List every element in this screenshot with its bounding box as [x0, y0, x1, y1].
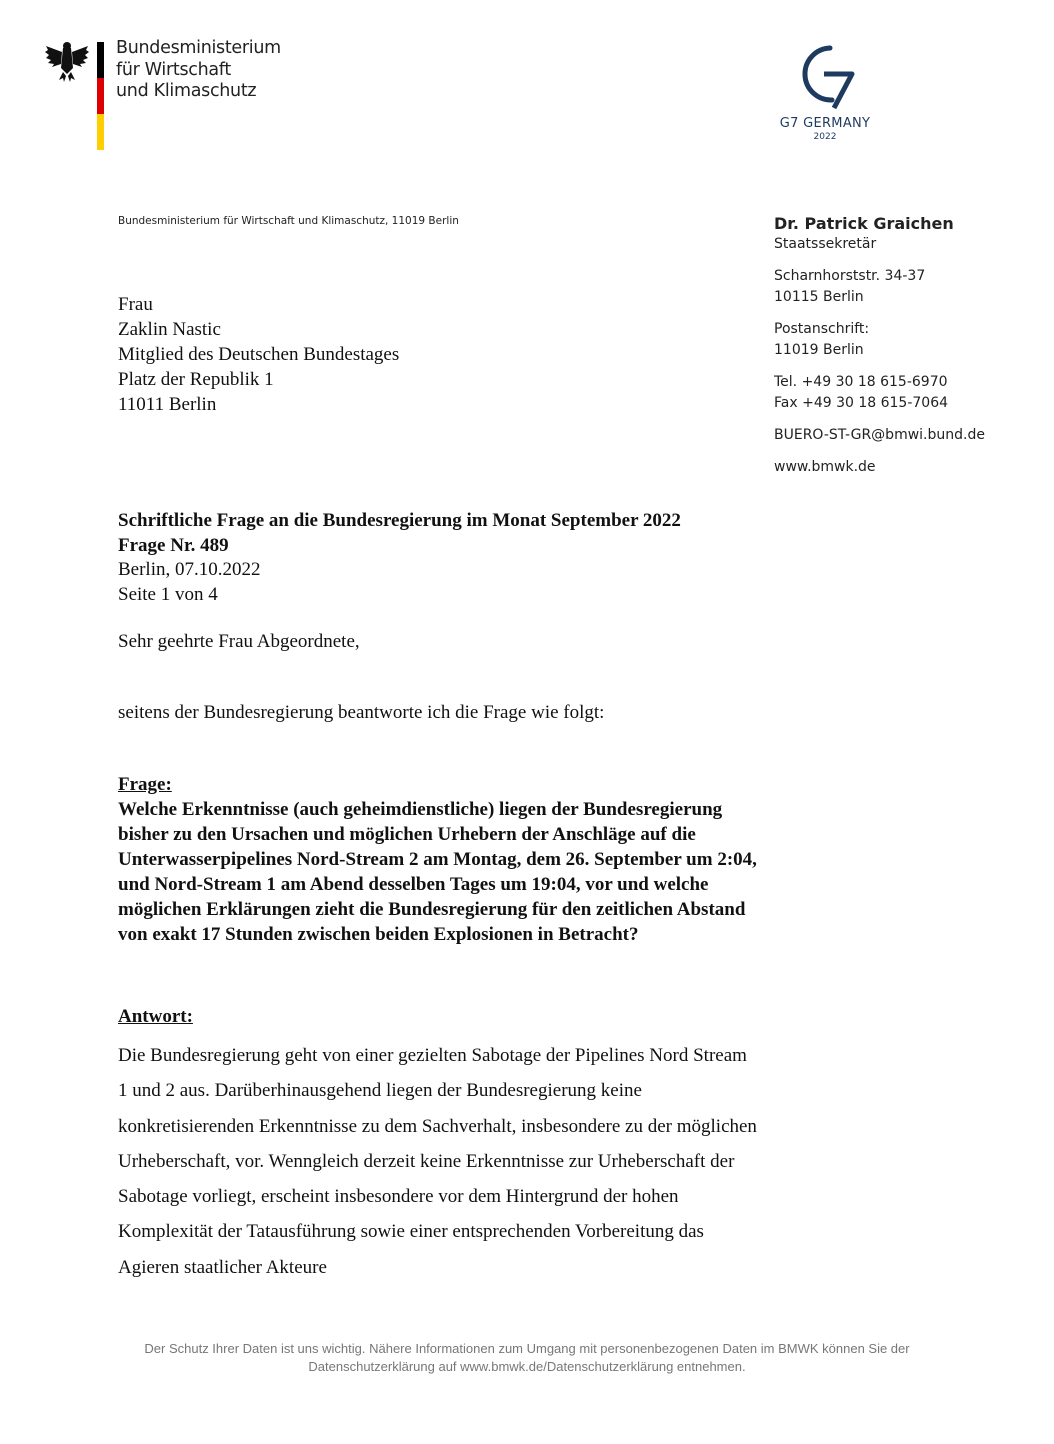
contact-web: www.bmwk.de — [774, 459, 876, 475]
page-indicator: Seite 1 von 4 — [118, 583, 218, 605]
ministry-line: und Klimaschutz — [116, 81, 257, 101]
salutation: Sehr geehrte Frau Abgeordnete, — [118, 631, 360, 652]
question-number: Frage Nr. 489 — [118, 534, 229, 556]
g7-logo-icon — [790, 40, 860, 112]
flag-stripe-gold — [97, 114, 104, 150]
recipient-address — [118, 292, 399, 417]
contact-tel: Tel. +49 30 18 615-6970 — [774, 374, 948, 390]
recipient-line: Frau — [118, 294, 153, 315]
contact-title: Staatssekretär — [774, 236, 877, 252]
postal-city: 11019 Berlin — [774, 342, 864, 358]
contact-city: 10115 Berlin — [774, 289, 864, 305]
subject-title: Schriftliche Frage an die Bundesregierung im Monat September 2022 — [118, 510, 681, 531]
g7-name: G7 GERMANY — [779, 116, 871, 131]
ministry-name — [116, 38, 281, 103]
ministry-line: für Wirtschaft — [116, 59, 231, 80]
contact-email: BUERO-ST-GR@bmwi.bund.de — [774, 427, 985, 443]
postal-label: Postanschrift: — [774, 321, 870, 337]
contact-street: Scharnhorststr. 34-37 — [774, 268, 926, 284]
recipient-line: Zaklin Nastic — [118, 319, 221, 340]
answer-text: Die Bundesregierung geht von einer gezielten Sabotage der Pipelines Nord Stream 1 und 2 aus. Darüberhinausgehend liegen der Bundesregierung keine konkretisierenden Erkenntnisse zu dem Sachverhalt, insbesondere zu der möglichen Urheberschaft, vor. Wenngleich derzeit keine Erkenntnisse zur Urheberschaft der Sabotage vorliegt, erscheint insbesondere vor dem Hintergrund der hohen Komplexität der Tatausführung sowie einer entsprechenden Vorbereitung das Agieren staatlicher Akteure — [118, 1045, 757, 1278]
answer-label: Antwort: — [118, 1006, 193, 1027]
ministry-line: Bundesministerium — [116, 38, 281, 58]
sender-line: Bundesministerium für Wirtschaft und Klimaschutz, 11019 Berlin — [118, 215, 459, 227]
footer-line: Der Schutz Ihrer Daten ist uns wichtig. Nähere Informationen zum Umgang mit personenbezogenen Daten im BMWK können Sie der — [144, 1341, 910, 1356]
g7-germany-logo — [770, 40, 880, 152]
recipient-line: Mitglied des Deutschen Bundestages — [118, 344, 400, 365]
subject-block — [118, 509, 681, 607]
recipient-line: 11011 Berlin — [118, 394, 217, 415]
contact-fax: Fax +49 30 18 615-7064 — [774, 395, 949, 411]
recipient-line: Platz der Republik 1 — [118, 369, 274, 390]
german-flag-bar — [97, 42, 104, 150]
contact-name: Dr. Patrick Graichen — [774, 214, 954, 233]
flag-stripe-red — [97, 78, 104, 114]
footer-line: Datenschutzerklärung auf www.bmwk.de/Datenschutzerklärung entnehmen. — [308, 1359, 746, 1374]
privacy-footer — [60, 1340, 994, 1376]
letter-date: Berlin, 07.10.2022 — [118, 559, 261, 580]
flag-stripe-black — [97, 42, 104, 78]
contact-column — [774, 213, 985, 478]
g7-year: 2022 — [813, 132, 837, 142]
question-text: Welche Erkenntnisse (auch geheimdienstliche) liegen der Bundesregierung bisher zu den Ursachen und möglichen Urhebern der Anschläge auf die Unterwasserpipelines Nord-Stream 2 am Montag, dem 26. September um 2:04, und Nord-Stream 1 am Abend desselben Tages um 19:04, vor und welche möglichen Erklärungen zieht die Bundesregierung für den zeitlichen Abstand von exakt 17 Stunden zwischen beiden Explosionen in Betracht? — [118, 799, 757, 945]
intro-text: seitens der Bundesregierung beantworte ich die Frage wie folgt: — [118, 702, 605, 723]
question-label: Frage: — [118, 774, 172, 795]
federal-eagle-icon — [44, 38, 90, 84]
